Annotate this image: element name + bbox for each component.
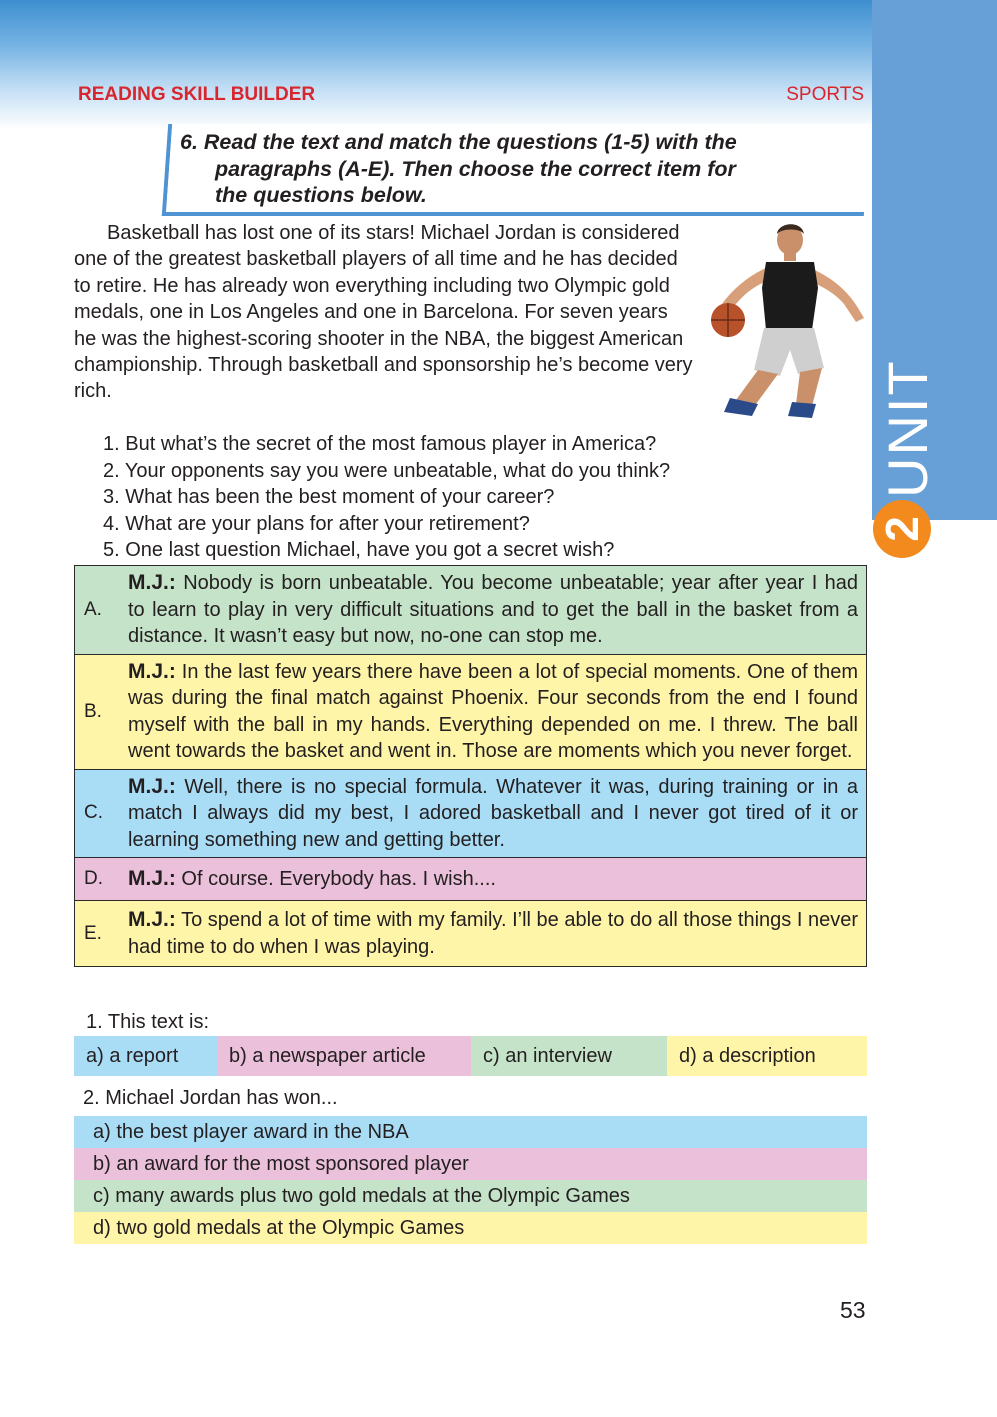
topic-title: SPORTS (786, 84, 864, 105)
task-line-1: 6. Read the text and match the questions (1-5) with the (180, 130, 737, 154)
question-item: 2. Your opponents say you were unbeatable, what do you think? (103, 459, 671, 482)
option-d[interactable]: d) two gold medals at the Olympic Games (74, 1212, 867, 1244)
paragraph-letter: D. (84, 868, 103, 889)
player-figure (711, 224, 864, 418)
question-2-options (74, 1116, 867, 1244)
task-line-3: the questions below. (215, 183, 427, 207)
option-c[interactable]: c) an interview (471, 1036, 667, 1076)
answer-text: To spend a lot of time with my family. I’ll be able to do all those things I never had time to do when I was playing. (128, 909, 858, 958)
question-2-prompt: 2. Michael Jordan has won... (83, 1087, 338, 1109)
task-instruction (180, 129, 870, 209)
paragraph-text (127, 901, 866, 966)
option-a[interactable]: a) the best player award in the NBA (74, 1116, 867, 1148)
answer-text: Nobody is born unbeatable. You become unbeatable; year after year I had to learn to play in very difficult situations and to get the ball in the basket from a distance. It wasn’t easy but now, no-one can stop me. (128, 572, 858, 647)
question-item: 3. What has been the best moment of your career? (103, 486, 555, 508)
speaker-label: M.J.: (128, 774, 176, 798)
paragraph-row-e (74, 901, 867, 967)
answer-text: Of course. Everybody has. I wish.... (181, 868, 496, 890)
section-title: READING SKILL BUILDER (78, 84, 316, 105)
basketball-player-image (686, 218, 871, 426)
paragraph-text (127, 655, 866, 769)
paragraph-row-a (74, 565, 867, 655)
paragraph-text (127, 770, 866, 858)
intro-text: Basketball has lost one of its stars! Michael Jordan is considered one of the greatest basketball players of all time and he has decided to retire. He has already won everything including two Olympic gold medals, one in Los Angeles and one in Barcelona. For seven years he was the highest-scoring shooter in the NBA, the biggest American championship. Through basketball and sponsorship he’s become very rich. (74, 222, 693, 403)
paragraph-text (127, 858, 866, 900)
speaker-label: M.J.: (128, 659, 176, 683)
option-b[interactable]: b) an award for the most sponsored player (74, 1148, 867, 1180)
question-1-options (74, 1036, 867, 1076)
paragraph-row-d (74, 858, 867, 901)
paragraph-table (74, 565, 867, 967)
unit-label: UNIT (876, 359, 939, 498)
answer-text: In the last few years there have been a lot of special moments. One of them was during the final match against Phoenix. Four seconds from the end I found myself with the ball in my hands. Everything depended on me. I threw. The ball went towards the basket and went in. Those are moments which you never forget. (128, 660, 858, 762)
paragraph-letter: C. (84, 802, 103, 824)
paragraph-letter: E. (84, 922, 102, 944)
page-number: 53 (840, 1297, 866, 1323)
header-band (0, 0, 875, 130)
option-d[interactable]: d) a description (667, 1036, 867, 1076)
task-line-2: paragraphs (A-E). Then choose the correct item for (215, 156, 736, 181)
paragraph-text (127, 566, 866, 654)
option-c[interactable]: c) many awards plus two gold medals at the Olympic Games (74, 1180, 867, 1212)
question-item: 1. But what’s the secret of the most famous player in America? (103, 433, 657, 455)
question-1-prompt: 1. This text is: (86, 1011, 210, 1033)
speaker-label: M.J.: (128, 908, 176, 931)
intro-paragraph (74, 220, 694, 405)
speaker-label: M.J.: (128, 867, 176, 890)
question-item: 4. What are your plans for after your retirement? (103, 512, 530, 535)
paragraph-row-b (74, 655, 867, 770)
unit-number: 2 (876, 516, 928, 542)
question-list (103, 431, 670, 564)
paragraph-row-c (74, 770, 867, 859)
paragraph-letter: B. (84, 700, 102, 722)
paragraph-letter: A. (84, 598, 102, 620)
option-b[interactable]: b) a newspaper article (217, 1036, 471, 1076)
speaker-label: M.J.: (128, 571, 176, 594)
question-item: 5. One last question Michael, have you got a secret wish? (103, 539, 615, 561)
option-a[interactable]: a) a report (74, 1036, 217, 1076)
answer-text: Well, there is no special formula. Whatever it was, during training or in a match I always did my best, I adored basketball and I never got tired of it or learning something new and getting better. (128, 775, 858, 851)
